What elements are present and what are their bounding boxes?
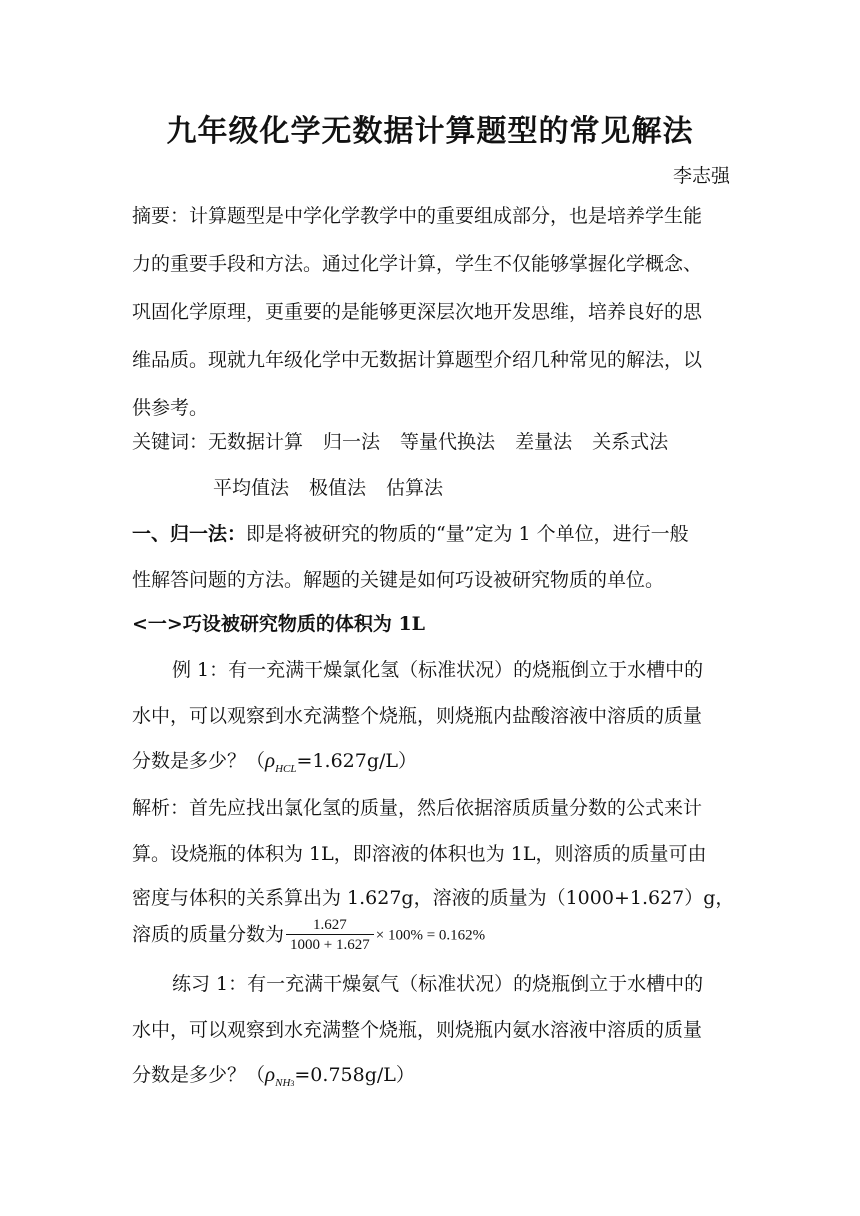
keyword: 差量法 — [515, 431, 573, 453]
keywords-row — [132, 430, 732, 454]
example-line: 水中，可以观察到水充满整个烧瓶，则烧瓶内盐酸溶液中溶质的质量 — [132, 705, 703, 727]
section-heading-line — [132, 522, 732, 546]
exercise-line: 练习 1：有一充满干燥氨气（标准状况）的烧瓶倒立于水槽中的 — [172, 973, 704, 995]
keywords-row — [213, 476, 813, 500]
abstract-line: 供参考。 — [132, 397, 209, 419]
section-text: 即是将被研究的物质的“量”定为 1 个单位，进行一般 — [246, 523, 689, 545]
analysis-line: 算。设烧瓶的体积为 1L，即溶液的体积也为 1L，则溶质的质量可由 — [132, 843, 707, 865]
analysis-line: 密度与体积的关系算出为 1.627g，溶液的质量为（1000+1.627）g， — [132, 887, 735, 909]
section-heading: 一、归一法： — [132, 523, 247, 545]
abstract-line: 维品质。现就九年级化学中无数据计算题型介绍几种常见的解法，以 — [132, 349, 703, 371]
keyword: 归一法 — [323, 431, 381, 453]
rho-symbol: ρ — [265, 748, 276, 772]
author-name: 李志强 — [672, 165, 730, 187]
exercise-line: 分数是多少？$(\rho_{NH3}=0.758g/L)$ — [132, 1062, 415, 1089]
analysis-line: 解析：首先应找出氯化氢的质量，然后依据溶质质量分数的公式来计 — [132, 797, 703, 819]
rho-symbol: ρ — [265, 1062, 276, 1086]
exercise-line: 水中，可以观察到水充满整个烧瓶，则烧瓶内氨水溶液中溶质的质量 — [132, 1019, 703, 1041]
subsection-heading: <一>巧设被研究物质的体积为 1L — [132, 613, 426, 635]
fraction — [286, 916, 374, 955]
example-line: 例 1：有一充满干燥氯化氢（标准状况）的烧瓶倒立于水槽中的 — [172, 659, 704, 681]
keyword: 等量代换法 — [400, 431, 496, 453]
keywords-label: 关键词： — [132, 431, 209, 453]
fraction-numerator: 1.627 — [286, 916, 374, 935]
section-text: 性解答问题的方法。解题的关键是如何巧设被研究物质的单位。 — [132, 569, 665, 591]
abstract-line: 巩固化学原理，更重要的是能够更深层次地开发思维，培养良好的思 — [132, 301, 703, 323]
formula-prefix: 溶质的质量分数为 — [132, 923, 285, 946]
keyword: 估算法 — [386, 477, 444, 499]
keyword: 平均值法 — [213, 477, 290, 499]
abstract-line: 摘要：计算题型是中学化学教学中的重要组成部分，也是培养学生能 — [132, 205, 703, 227]
keyword: 关系式法 — [592, 431, 669, 453]
fraction-denominator: 1000 + 1.627 — [290, 937, 370, 953]
keyword: 极值法 — [309, 477, 367, 499]
abstract-line: 力的重要手段和方法。通过化学计算，学生不仅能够掌握化学概念、 — [132, 253, 703, 275]
formula-line — [132, 916, 732, 955]
page-title: 九年级化学无数据计算题型的常见解法 — [166, 114, 694, 149]
rho-subscript: HCL — [275, 763, 297, 775]
example-line: 分数是多少？$(\rho_{HCL}=1.627g/L)$ — [132, 748, 418, 775]
formula-tail: × 100% = 0.162% — [375, 927, 486, 944]
rho-subscript: NH3 — [275, 1077, 295, 1089]
keyword: 无数据计算 — [208, 431, 304, 453]
